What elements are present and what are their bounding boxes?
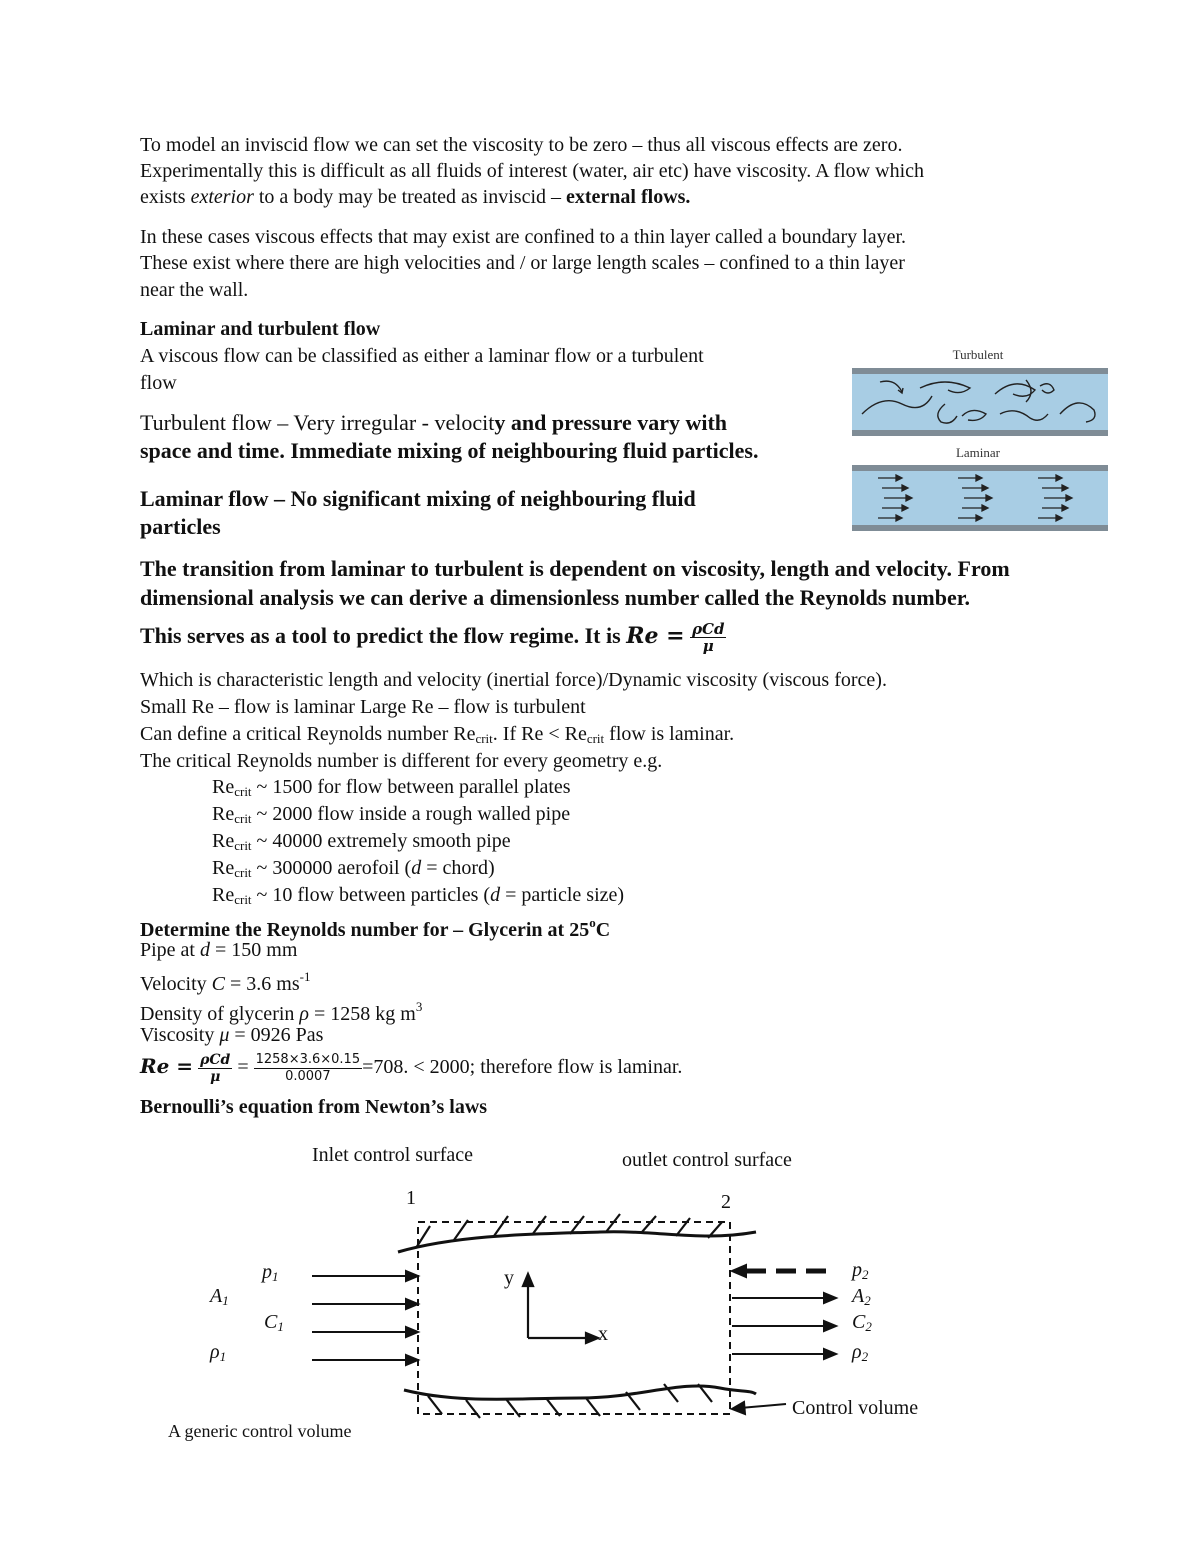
- numerator: ρCd: [200, 1051, 231, 1068]
- subscript: crit: [586, 731, 605, 746]
- reynolds-fraction: [690, 621, 726, 654]
- density-1-label: ρ1: [210, 1341, 227, 1364]
- transition-line-3: [140, 616, 726, 656]
- variable: d: [411, 857, 422, 879]
- example-calculation: [140, 1046, 682, 1087]
- text-bold: Laminar flow – No significant mixing of neighbouring fluid: [140, 486, 696, 511]
- section-2-label: 2: [721, 1191, 731, 1213]
- superscript: o: [589, 915, 596, 930]
- turbulent-pipe-wall-top: [852, 368, 1108, 374]
- re-label: Re: [212, 803, 235, 825]
- reynolds-fraction: [198, 1052, 232, 1085]
- denominator: μ: [702, 637, 714, 656]
- diagram-caption: A generic control volume: [168, 1421, 352, 1441]
- laminar-def-line-1: [140, 486, 696, 512]
- text: Pipe at: [140, 939, 200, 961]
- text: Turbulent flow – Very irregular - velocit: [140, 410, 495, 435]
- laminar-line-2: flow: [140, 372, 177, 394]
- text-bold: space and time. Immediate mixing of neighbouring fluid particles.: [140, 438, 759, 463]
- numerator: 1258×3.6×0.15: [255, 1051, 361, 1067]
- text: ~ 40000 extremely smooth pipe: [251, 830, 511, 852]
- inlet-control-surface-label: Inlet control surface: [312, 1144, 474, 1166]
- text: Density of glycerin: [140, 1003, 300, 1025]
- laminar-pipe-wall-bottom: [852, 525, 1108, 531]
- subscript: crit: [234, 784, 252, 799]
- example-velocity: [140, 964, 310, 997]
- para2-line-2: These exist where there are high velocities and / or large length scales – confined to a thin layer: [140, 252, 905, 274]
- turbulent-pipe-wall-bottom: [852, 430, 1108, 436]
- reynolds-symbol: Re =: [140, 1054, 194, 1078]
- numerator: ρCd: [692, 620, 725, 639]
- coordinate-axes: [523, 1274, 598, 1343]
- outlet-control-surface-label: outlet control surface: [622, 1149, 792, 1171]
- laminar-label: Laminar: [955, 445, 1001, 460]
- text: = 0926 Pas: [229, 1024, 324, 1046]
- re-crit-item-5: [212, 882, 624, 913]
- text: = 3.6 ms: [225, 973, 300, 995]
- laminar-pipe-wall-top: [852, 465, 1108, 471]
- text-bold: This serves as a tool to predict the flow regime. It is: [140, 623, 627, 648]
- numeric-fraction: [254, 1052, 363, 1085]
- upper-wall-hatching: [416, 1214, 722, 1248]
- area-2-label: A2: [852, 1285, 871, 1308]
- pressure-2-label: p2: [852, 1259, 869, 1282]
- subscript: crit: [234, 811, 252, 826]
- upper-wall: [398, 1232, 756, 1252]
- text-bold: dimensional analysis we can derive a dimensionless number called the Reynolds number.: [140, 585, 970, 610]
- re-label: Re: [212, 884, 235, 906]
- para2-line-1: In these cases viscous effects that may exist are confined to a thin layer called a boundary layer.: [140, 226, 907, 248]
- control-volume-pointer: [732, 1402, 786, 1414]
- velocity-1-label: C1: [264, 1311, 284, 1334]
- denominator: μ: [210, 1068, 221, 1085]
- intro-line-3: [140, 184, 690, 210]
- outlet-flow-arrows: [732, 1265, 836, 1359]
- heading-text: Laminar and turbulent flow: [140, 318, 381, 340]
- turbulent-line-1: [140, 410, 727, 436]
- bernoulli-heading: [140, 1094, 487, 1120]
- transition-line-1: [140, 556, 1010, 582]
- text: Can define a critical Reynolds number Re: [140, 723, 476, 745]
- turbulent-line-2: [140, 438, 758, 464]
- text-bold: y and pressure vary with: [494, 410, 728, 435]
- text: to a body may be treated as inviscid –: [253, 186, 567, 208]
- text-italic: exterior: [190, 186, 254, 208]
- text: ~ 2000 flow inside a rough walled pipe: [251, 803, 571, 825]
- denominator: 0.0007: [285, 1068, 331, 1084]
- text: =708. < 2000; therefore flow is laminar.: [362, 1056, 683, 1078]
- x-axis-label: x: [598, 1323, 608, 1345]
- variable: d: [200, 939, 210, 961]
- variable: μ: [219, 1024, 230, 1046]
- text-bold: Bernoulli’s equation from Newton’s laws: [140, 1096, 488, 1118]
- re-label: Re: [212, 830, 235, 852]
- turbulent-flow-region: [852, 374, 1108, 430]
- example-viscosity: [140, 1022, 323, 1048]
- re-label: Re: [212, 776, 235, 798]
- text-bold: C: [595, 919, 611, 941]
- turbulent-label: Turbulent: [952, 347, 1004, 362]
- density-2-label: ρ2: [852, 1341, 869, 1364]
- laminar-heading: [140, 316, 380, 342]
- laminar-def-line-2: [140, 514, 221, 540]
- para2-line-3: near the wall.: [140, 279, 249, 301]
- transition-line-2: [140, 585, 970, 611]
- equals-sign: =: [237, 1056, 249, 1078]
- pressure-1-label: p1: [262, 1261, 279, 1284]
- text: exists: [140, 186, 191, 208]
- text-bold: external flows.: [566, 186, 691, 208]
- text: = 150 mm: [210, 939, 298, 961]
- subscript: crit: [234, 865, 252, 880]
- text: ~ 1500 for flow between parallel plates: [251, 776, 571, 798]
- text-bold: The transition from laminar to turbulent is dependent on viscosity, length and velocity. From: [140, 556, 1010, 581]
- inlet-flow-arrows: [312, 1271, 418, 1365]
- variable: ρ: [299, 1003, 310, 1025]
- laminar-line-1: A viscous flow can be classified as either a laminar flow or a turbulent: [140, 345, 704, 367]
- superscript: -1: [299, 969, 311, 984]
- text-bold: particles: [140, 514, 221, 539]
- example-pipe: [140, 937, 297, 963]
- flow-regime-figure: [850, 344, 1110, 536]
- subscript: crit: [234, 838, 252, 853]
- velocity-2-label: C2: [852, 1311, 872, 1334]
- text: Velocity: [140, 973, 212, 995]
- variable: C: [211, 973, 225, 995]
- text: ~ 300000 aerofoil (: [251, 857, 412, 879]
- lower-wall: [404, 1386, 756, 1399]
- text: . If Re < Re: [492, 723, 587, 745]
- control-volume-label: Control volume: [792, 1397, 919, 1419]
- section-1-label: 1: [406, 1187, 416, 1209]
- subscript: crit: [234, 892, 252, 907]
- variable: d: [490, 884, 501, 906]
- text: = chord): [421, 857, 495, 879]
- re-line-4: The critical Reynolds number is different for every geometry e.g.: [140, 750, 663, 772]
- text: Viscosity: [140, 1024, 220, 1046]
- re-line-2: Small Re – flow is laminar Large Re – flow is turbulent: [140, 696, 586, 718]
- re-line-1: Which is characteristic length and velocity (inertial force)/Dynamic viscosity (viscous force).: [140, 669, 887, 691]
- text: flow is laminar.: [604, 723, 735, 745]
- superscript: 3: [415, 999, 423, 1014]
- control-volume-diagram: [160, 1136, 960, 1446]
- re-label: Re: [212, 857, 235, 879]
- reynolds-symbol: Re =: [626, 623, 685, 649]
- text: ~ 10 flow between particles (: [251, 884, 491, 906]
- intro-line-2: Experimentally this is difficult as all fluids of interest (water, air etc) have viscosity. A flow which: [140, 160, 925, 182]
- y-axis-label: y: [504, 1267, 514, 1289]
- text: = 1258 kg m: [309, 1003, 416, 1025]
- subscript: crit: [475, 731, 493, 746]
- intro-line-1: To model an inviscid flow we can set the viscosity to be zero – thus all viscous effects are zero.: [140, 134, 903, 156]
- area-1-label: A1: [210, 1285, 229, 1308]
- text: = particle size): [500, 884, 625, 906]
- text-bold: Determine the Reynolds number for – Glycerin at 25: [140, 919, 590, 941]
